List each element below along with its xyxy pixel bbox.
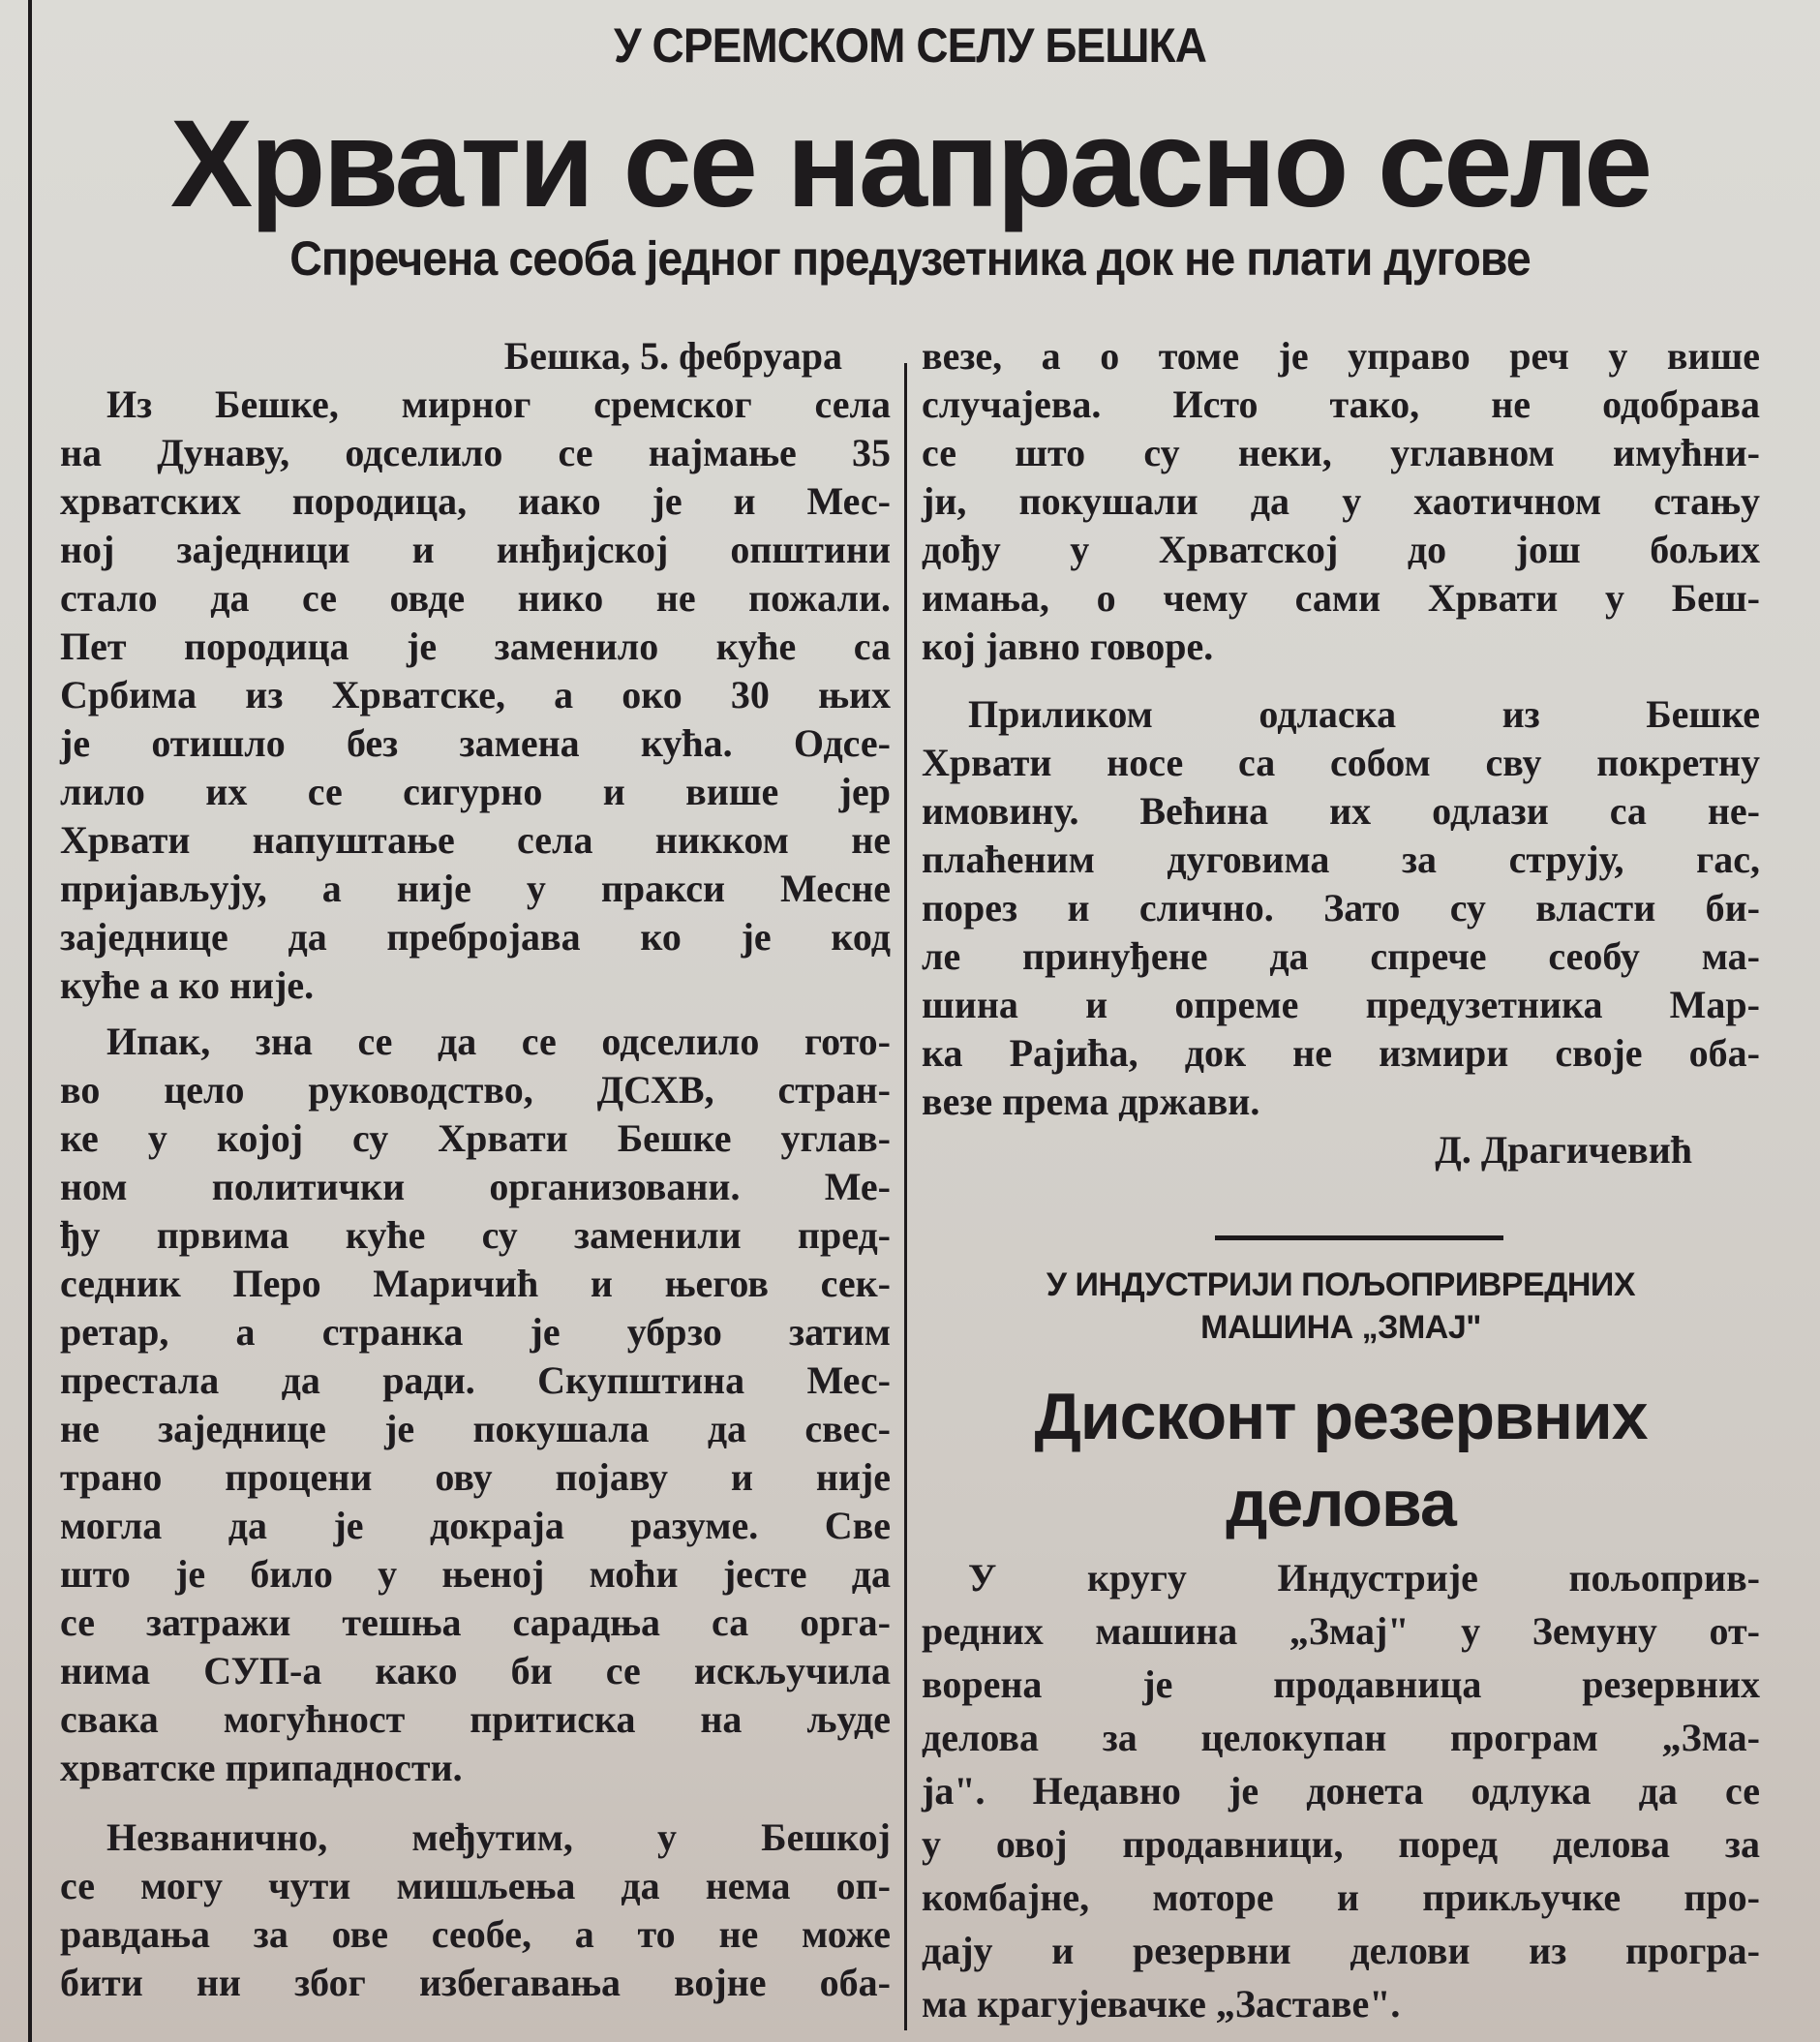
body-line: Србима из Хрватске, а око 30 њих: [60, 673, 891, 716]
body-line: везе према држави.: [922, 1080, 1260, 1123]
body-line: хрватске припадности.: [60, 1746, 463, 1789]
body-line: ка Рајића, док не измири своје оба-: [922, 1031, 1760, 1075]
body-line: Пет породица је заменило куће са: [60, 625, 891, 668]
body-line: ђу првима куће су заменили пред-: [60, 1213, 891, 1257]
body-line: комбајне, моторе и прикључке про-: [922, 1875, 1760, 1919]
body-line: пријављују, а није у пракси Месне: [60, 867, 891, 910]
body-line: заједнице да пребројава ко је код: [60, 915, 891, 959]
body-line: равдања за ове сеобе, а то не може: [60, 1912, 891, 1956]
body-line: што је било у њеној моћи јесте да: [60, 1552, 891, 1596]
byline: Д. Драгичевић: [1435, 1128, 1692, 1172]
body-line: лило их се сигурно и више јер: [60, 770, 891, 813]
body-line: случајева. Исто тако, не одобрава: [922, 382, 1760, 426]
body-line: ној заједници и инђијској општини: [60, 528, 891, 571]
article2-headline: делова: [1226, 1467, 1456, 1540]
body-line: могла да је докраја разуме. Све: [60, 1504, 891, 1547]
body-line: имовину. Већина их одлази са не-: [922, 789, 1760, 833]
article2-kicker: У ИНДУСТРИЈИ ПОЉОПРИВРЕДНИХ: [1046, 1266, 1636, 1303]
page-left-column-rule: [28, 0, 32, 2042]
body-line: хрватских породица, иако је и Мес-: [60, 479, 891, 523]
body-line: ја". Недавно је донета одлука да се: [922, 1769, 1760, 1813]
body-line: Хрвати носе са собом сву покретну: [922, 741, 1760, 784]
article-separator-rule: [1215, 1235, 1503, 1240]
body-line: ном политички организовани. Ме-: [60, 1165, 891, 1208]
article-kicker: У СРЕМСКОМ СЕЛУ БЕШКА: [613, 18, 1207, 73]
body-line: се што су неки, углавном имућни-: [922, 431, 1760, 474]
body-line: У кругу Индустрије пољоприв-: [968, 1556, 1760, 1600]
body-line: ји, покушали да у хаотичном стању: [922, 479, 1760, 523]
body-line: делова за целокупан програм „Зма-: [922, 1716, 1760, 1759]
column-divider-rule: [904, 363, 907, 2030]
body-line: седник Перо Маричић и његов сек-: [60, 1262, 891, 1305]
body-line: престала да ради. Скупштина Мес-: [60, 1358, 891, 1402]
dateline: Бешка, 5. фебруара: [503, 334, 842, 378]
article-headline: Хрвати се напрасно селе: [169, 95, 1651, 233]
body-line: имања, о чему сами Хрвати у Беш-: [922, 576, 1760, 620]
body-line: ворена је продавница резервних: [922, 1662, 1760, 1706]
article-subheadline: Спречена сеоба једног предузетника док не плати дугове: [289, 231, 1531, 286]
body-line: се могу чути мишљења да нема оп-: [60, 1864, 891, 1907]
body-line: кој јавно говоре.: [922, 625, 1214, 668]
body-line: ле принуђене да спрече сеобу ма-: [922, 934, 1760, 978]
body-line: Незванично, међутим, у Бешкој: [106, 1815, 891, 1859]
body-line: је отишло без замена кућа. Одсе-: [60, 721, 891, 765]
body-line: Приликом одласка из Бешке: [968, 692, 1760, 736]
body-line: Из Бешке, мирног сремског села: [106, 382, 891, 426]
body-line: шина и опреме предузетника Мар-: [922, 983, 1760, 1026]
body-line: плаћеним дуговима за струју, гас,: [922, 838, 1760, 881]
body-line: везе, а о томе је управо реч у више: [922, 334, 1760, 378]
body-line: ке у којој су Хрвати Бешке углав-: [60, 1116, 891, 1160]
body-line: дају и резервни делови из програ-: [922, 1929, 1760, 1972]
body-line: дођу у Хрватској до још бољих: [922, 528, 1760, 571]
body-line: бити ни због избегавања војне оба-: [60, 1961, 891, 2004]
body-line: куће а ко није.: [60, 963, 315, 1007]
body-line: нима СУП-а како би се искључила: [60, 1649, 891, 1692]
body-line: у овој продавници, поред делова за: [922, 1822, 1760, 1866]
body-line: не заједнице је покушала да свес-: [60, 1407, 891, 1450]
body-line: во цело руководство, ДСХВ, стран-: [60, 1068, 891, 1112]
body-line: ретар, а странка је убрзо затим: [60, 1310, 891, 1354]
body-line: свака могућност притиска на људе: [60, 1697, 891, 1741]
body-line: Ипак, зна се да се одселило гото-: [106, 1020, 891, 1063]
body-line: порез и слично. Зато су власти би-: [922, 886, 1760, 930]
body-line: стало да се овде нико не пожали.: [60, 576, 891, 620]
body-line: трано процени ову појаву и није: [60, 1455, 891, 1499]
body-line: редних машина „Змај" у Земуну от-: [922, 1609, 1760, 1653]
body-line: се затражи тешња сарадња са орга-: [60, 1600, 891, 1644]
article2-kicker: МАШИНА „ЗМАЈ": [1200, 1309, 1481, 1346]
body-line: Хрвати напуштање села никком не: [60, 818, 891, 862]
article2-headline: Дисконт резервних: [1034, 1380, 1648, 1453]
body-line: на Дунаву, одселило се најмање 35: [60, 431, 891, 474]
body-line: ма крагујевачке „Заставе".: [922, 1982, 1401, 2026]
